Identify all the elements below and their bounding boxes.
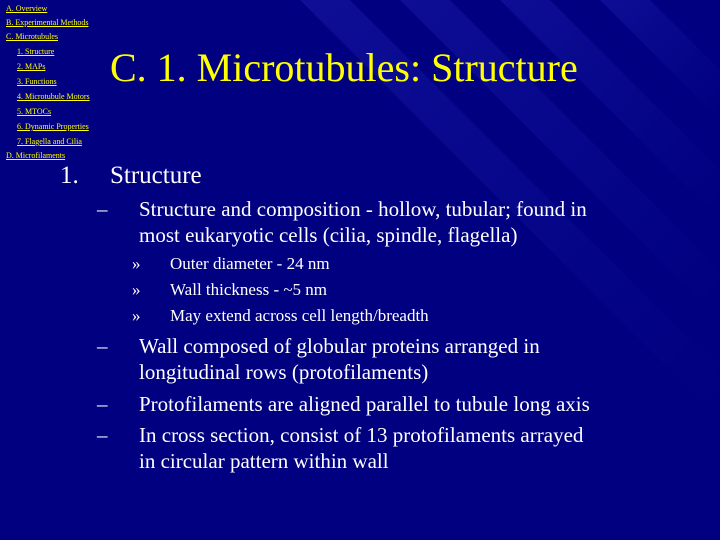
level1-marker: 1.: [60, 162, 79, 189]
nav-link-functions[interactable]: 3. Functions: [17, 77, 57, 86]
nav-link-structure[interactable]: 1. Structure: [17, 47, 55, 56]
point1-line1: Structure and composition - hollow, tubular; found in: [139, 197, 587, 221]
bullet-marker: »: [132, 254, 141, 273]
point2-line2: longitudinal rows (protofilaments): [139, 360, 429, 384]
dash-marker: –: [97, 423, 108, 447]
bullet-marker: »: [132, 306, 141, 325]
nav-link-flagella-and-cilia[interactable]: 7. Flagella and Cilia: [17, 137, 82, 146]
point4-line2: in circular pattern within wall: [139, 449, 389, 473]
dash-marker: –: [97, 334, 108, 358]
dash-marker: –: [97, 197, 108, 221]
nav-link-mtocs[interactable]: 5. MTOCs: [17, 107, 52, 116]
nav-link-maps[interactable]: 2. MAPs: [17, 62, 46, 71]
level1-heading: Structure: [110, 162, 202, 189]
nav-link-microfilaments[interactable]: D. Microfilaments: [6, 151, 66, 160]
nav-link-microtubule-motors[interactable]: 4. Microtubule Motors: [17, 92, 90, 101]
point2-line1: Wall composed of globular proteins arranged in: [139, 334, 540, 358]
sub-point-wall-thickness: Wall thickness - ~5 nm: [170, 280, 328, 299]
nav-link-dynamic-properties[interactable]: 6. Dynamic Properties: [17, 122, 89, 131]
nav-link-microtubules[interactable]: C. Microtubules: [6, 32, 58, 41]
point1-line2: most eukaryotic cells (cilia, spindle, flagella): [139, 223, 518, 247]
sub-point-outer-diameter: Outer diameter - 24 nm: [170, 254, 330, 273]
point3-text: Protofilaments are aligned parallel to tubule long axis: [139, 392, 590, 416]
point4-line1: In cross section, consist of 13 protofilaments arrayed: [139, 423, 584, 447]
nav-link-overview[interactable]: A. Overview: [6, 4, 48, 13]
nav-link-experimental-methods[interactable]: B. Experimental Methods: [6, 18, 89, 27]
dash-marker: –: [97, 392, 108, 416]
sub-point-length: May extend across cell length/breadth: [170, 306, 429, 325]
bullet-marker: »: [132, 280, 141, 299]
slide-title: C. 1. Microtubules: Structure: [110, 45, 578, 90]
